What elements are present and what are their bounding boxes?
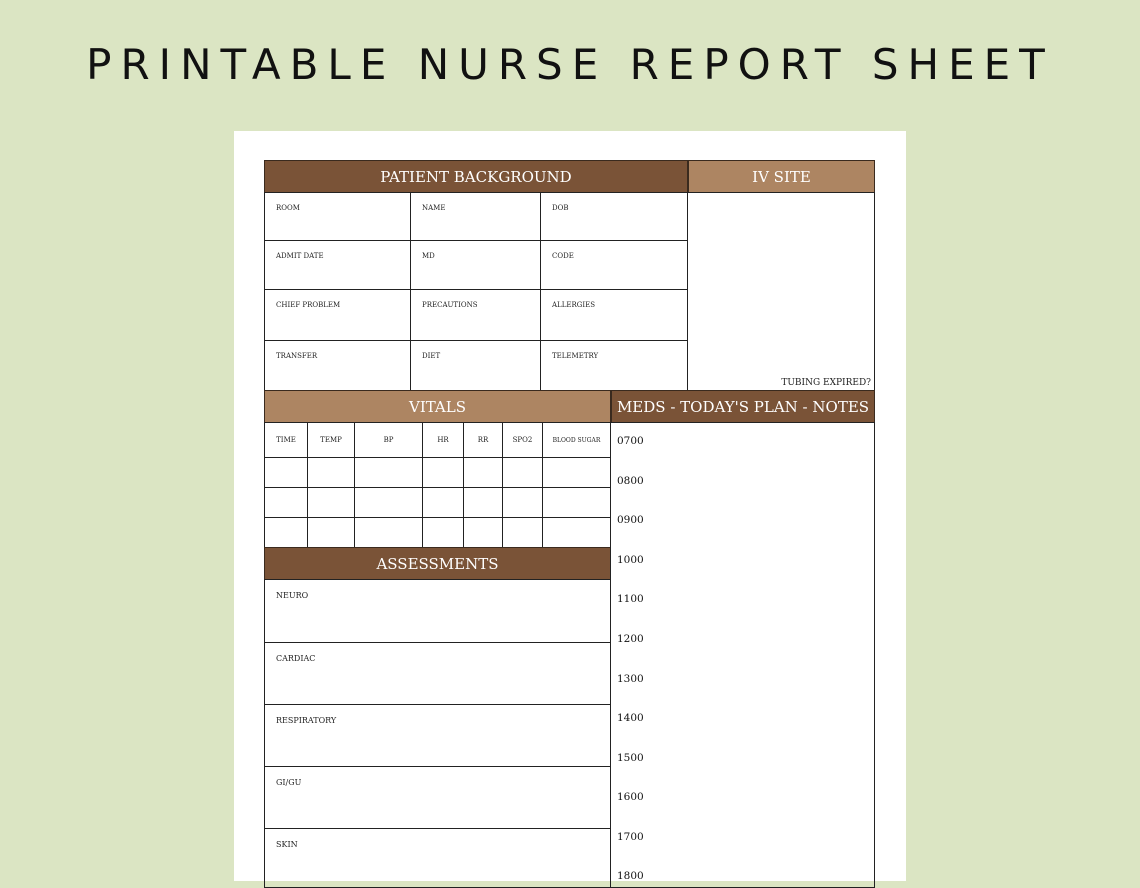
assessment-label: CARDIAC: [276, 654, 316, 663]
column-header: HR: [437, 436, 449, 444]
time-slot: 0900: [617, 514, 644, 526]
vitals-cell[interactable]: [307, 487, 355, 518]
field-label: TRANSFER: [276, 352, 318, 360]
vitals-col-hr: [422, 422, 464, 458]
vitals-cell[interactable]: [422, 457, 464, 488]
vitals-col-bp: [354, 422, 423, 458]
field-code[interactable]: [540, 240, 688, 290]
column-header: TEMP: [320, 436, 342, 444]
field-dob[interactable]: [540, 192, 688, 241]
assessment-cardiac[interactable]: [264, 642, 611, 705]
vitals-col-spo2: [502, 422, 543, 458]
field-precautions[interactable]: [410, 289, 541, 341]
vitals-cell[interactable]: [502, 517, 543, 548]
time-slot: 1600: [617, 791, 644, 803]
time-slot: 1300: [617, 673, 644, 685]
iv-site-title: IV SITE: [752, 167, 811, 186]
field-chief-problem[interactable]: [264, 289, 411, 341]
assessments-title: ASSESSMENTS: [376, 554, 499, 573]
column-header: RR: [477, 436, 489, 444]
vitals-col-time: [264, 422, 308, 458]
vitals-cell[interactable]: [502, 457, 543, 488]
assessment-label: SKIN: [276, 840, 298, 849]
page-title: PRINTABLE NURSE REPORT SHEET: [86, 40, 1054, 89]
field-label: CODE: [552, 252, 574, 260]
vitals-cell[interactable]: [502, 487, 543, 518]
vitals-col-blood-sugar: [542, 422, 611, 458]
column-header: BP: [383, 436, 394, 444]
field-label: DOB: [552, 204, 569, 212]
column-header: BLOOD SUGAR: [552, 436, 601, 444]
meds-plan-title: MEDS - TODAY'S PLAN - NOTES: [616, 397, 870, 416]
vitals-cell[interactable]: [542, 517, 611, 548]
field-room[interactable]: [264, 192, 411, 241]
patient-background-header: [264, 160, 688, 193]
iv-site-box[interactable]: [687, 192, 875, 391]
field-label: DIET: [422, 352, 441, 360]
vitals-cell[interactable]: [264, 457, 308, 488]
assessment-label: NEURO: [276, 591, 309, 600]
vitals-cell[interactable]: [307, 457, 355, 488]
time-slot: 1200: [617, 633, 644, 645]
field-label: MD: [422, 252, 435, 260]
vitals-cell[interactable]: [264, 517, 308, 548]
field-label: TELEMETRY: [552, 352, 599, 360]
time-slot: 1400: [617, 712, 644, 724]
field-allergies[interactable]: [540, 289, 688, 341]
field-md[interactable]: [410, 240, 541, 290]
field-label: ADMIT DATE: [276, 252, 324, 260]
column-header: TIME: [276, 436, 296, 444]
vitals-cell[interactable]: [422, 487, 464, 518]
meds-plan-header: [611, 390, 875, 423]
time-slot: 1700: [617, 831, 644, 843]
assessment-neuro[interactable]: [264, 579, 611, 643]
time-slot: 0700: [617, 435, 644, 447]
vitals-cell[interactable]: [354, 457, 423, 488]
vitals-cell[interactable]: [463, 487, 503, 518]
time-slot: 1000: [617, 554, 644, 566]
field-label: NAME: [422, 204, 446, 212]
vitals-cell[interactable]: [542, 457, 611, 488]
vitals-cell[interactable]: [463, 457, 503, 488]
vitals-cell[interactable]: [264, 487, 308, 518]
field-transfer[interactable]: [264, 340, 411, 391]
field-name[interactable]: [410, 192, 541, 241]
time-slot: 1800: [617, 870, 644, 882]
time-slot: 0800: [617, 475, 644, 487]
field-telemetry[interactable]: [540, 340, 688, 391]
tubing-expired-label: TUBING EXPIRED?: [781, 378, 871, 388]
meds-plan-area[interactable]: [610, 422, 875, 888]
field-label: ROOM: [276, 204, 300, 212]
vitals-title: VITALS: [408, 397, 466, 416]
vitals-cell[interactable]: [542, 487, 611, 518]
field-label: ALLERGIES: [552, 301, 595, 309]
vitals-cell[interactable]: [463, 517, 503, 548]
assessment-skin[interactable]: [264, 828, 611, 888]
vitals-cell[interactable]: [354, 517, 423, 548]
vitals-cell[interactable]: [422, 517, 464, 548]
vitals-col-rr: [463, 422, 503, 458]
field-label: PRECAUTIONS: [422, 301, 478, 309]
assessment-respiratory[interactable]: [264, 704, 611, 767]
time-slot: 1100: [617, 593, 644, 605]
assessment-label: GI/GU: [276, 778, 302, 787]
iv-site-header: [688, 160, 875, 193]
vitals-cell[interactable]: [354, 487, 423, 518]
vitals-header: [264, 390, 611, 423]
report-sheet: [234, 131, 906, 881]
vitals-col-temp: [307, 422, 355, 458]
patient-background-title: PATIENT BACKGROUND: [380, 167, 572, 186]
field-label: CHIEF PROBLEM: [276, 301, 341, 309]
assessments-header: [264, 547, 611, 580]
assessment-gi-gu[interactable]: [264, 766, 611, 829]
field-diet[interactable]: [410, 340, 541, 391]
field-admit-date[interactable]: [264, 240, 411, 290]
column-header: SPO2: [512, 436, 533, 444]
vitals-cell[interactable]: [307, 517, 355, 548]
time-slot: 1500: [617, 752, 644, 764]
assessment-label: RESPIRATORY: [276, 716, 337, 725]
